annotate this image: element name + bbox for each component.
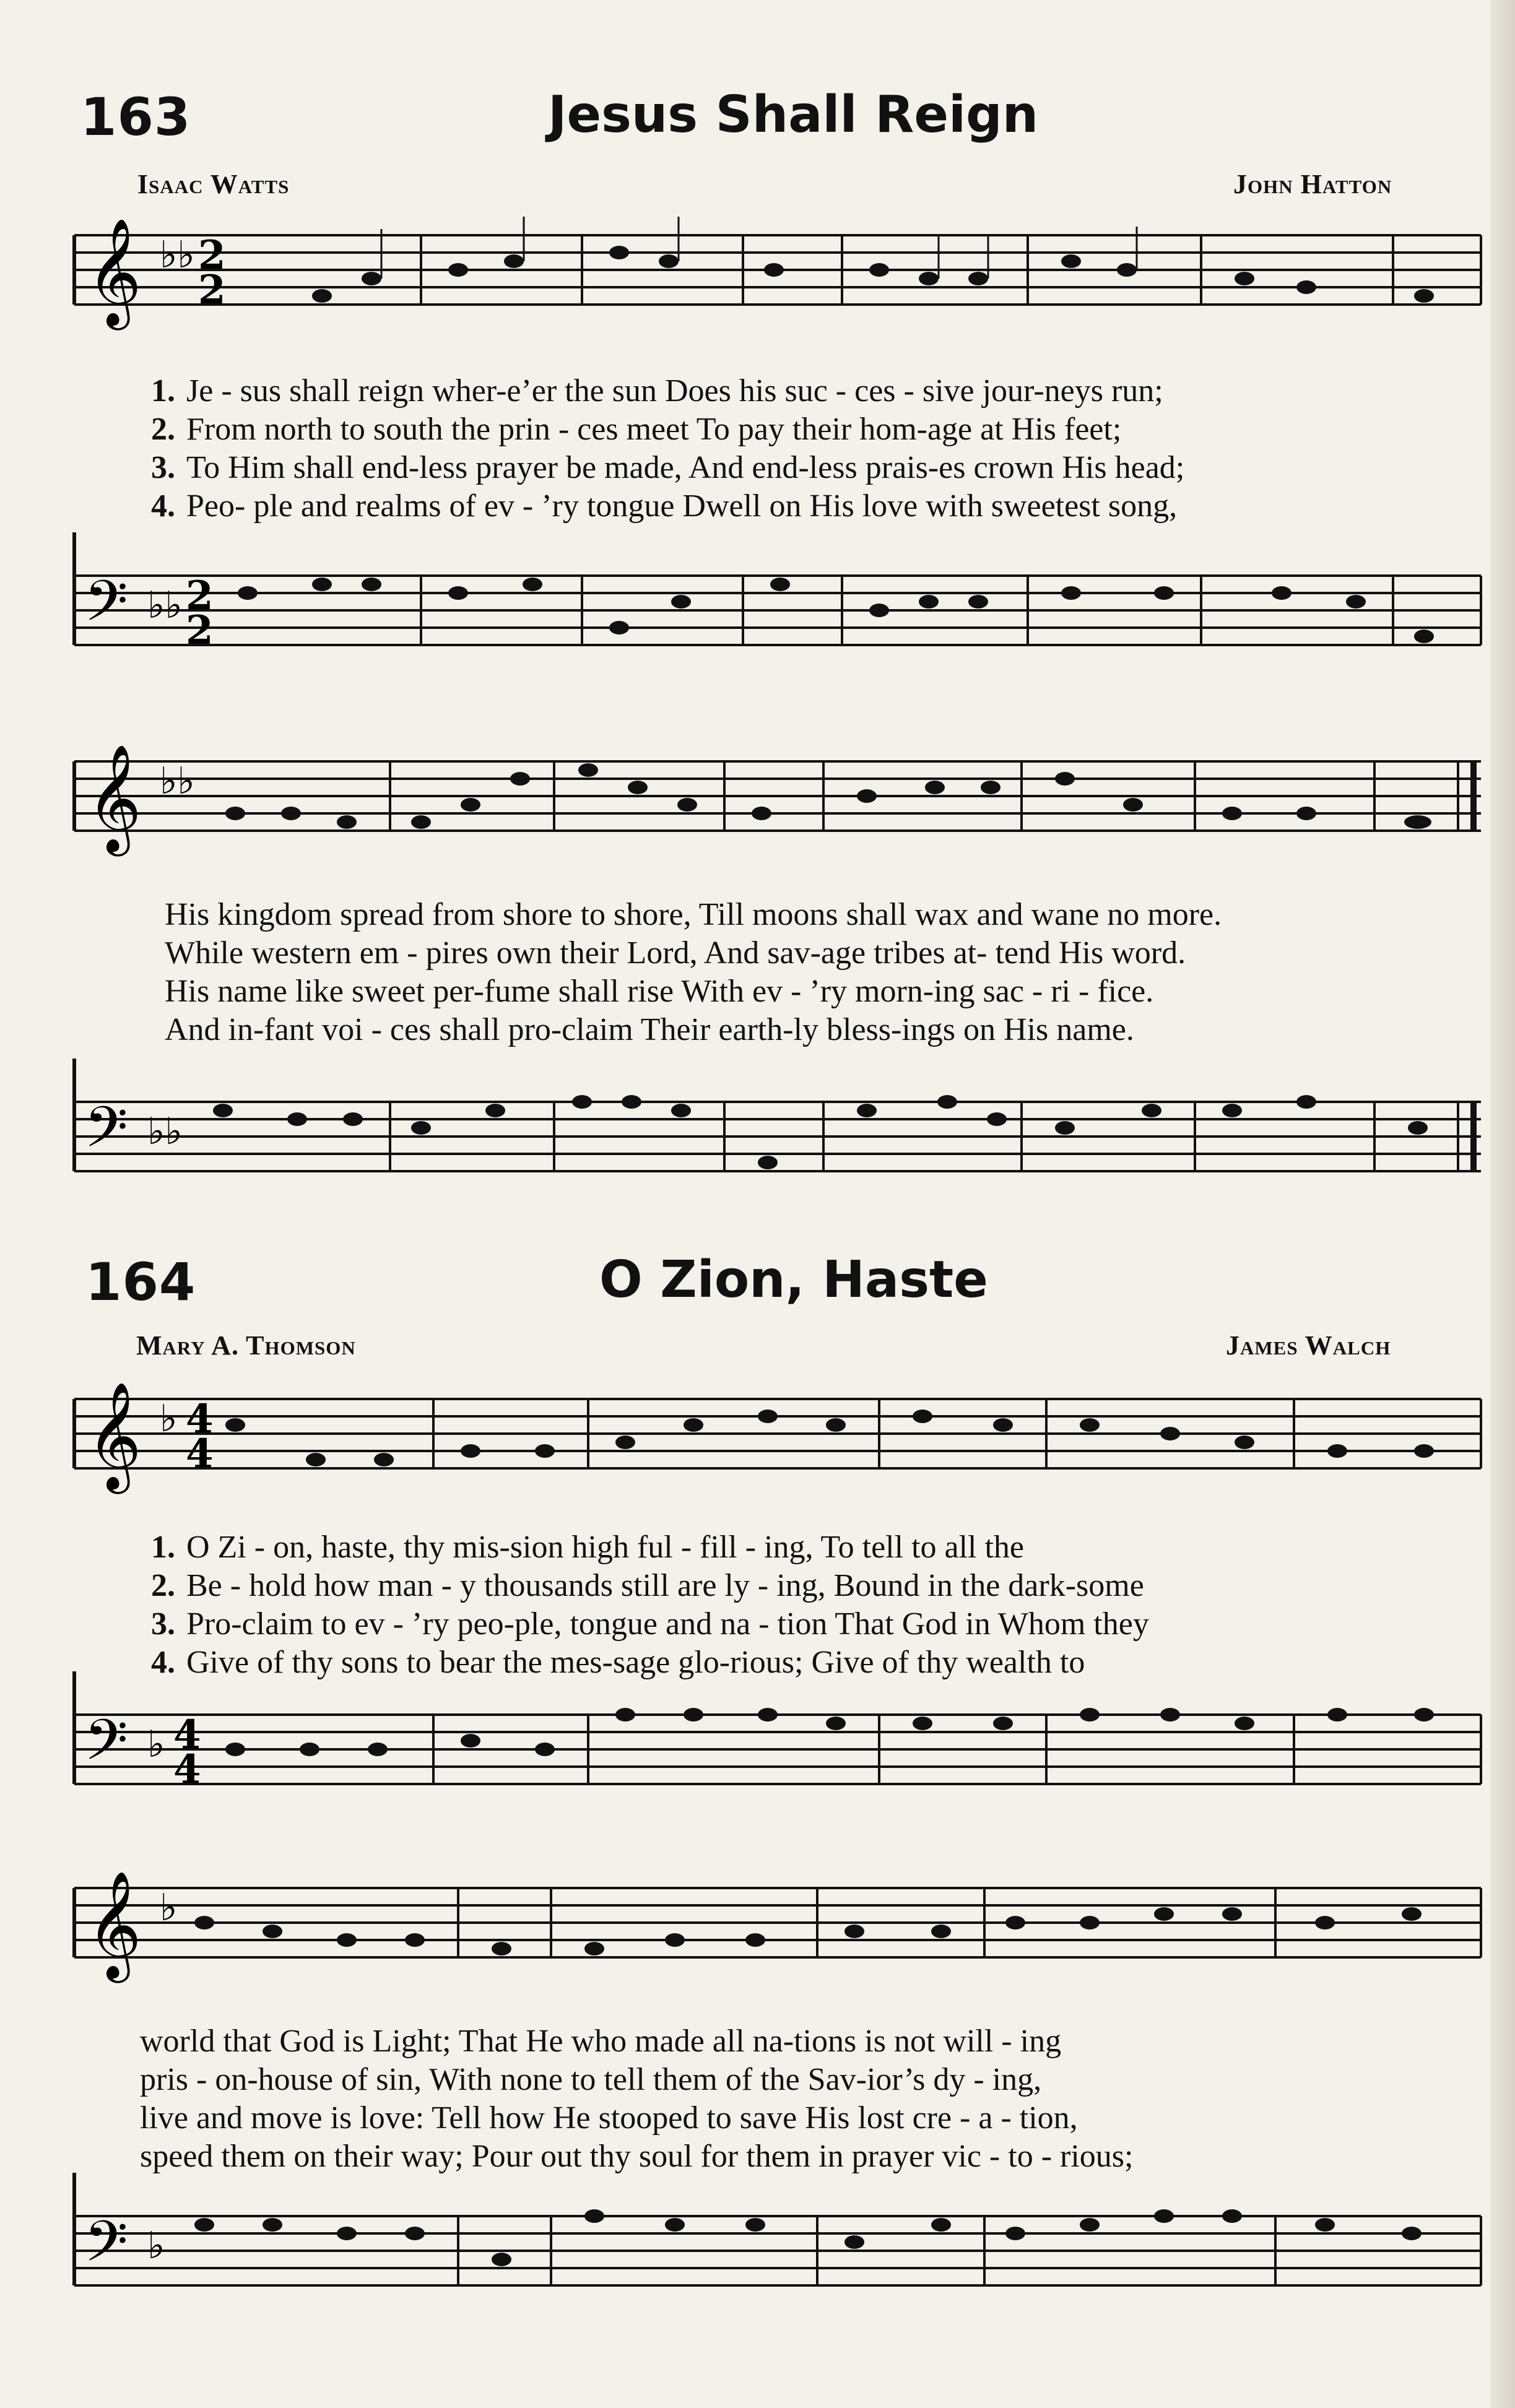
page-edge (1490, 0, 1515, 2408)
svg-text:𝄞: 𝄞 (87, 744, 142, 852)
lyric-line: While western em - pires own their Lord, And sav-age tribes at- tend His word. (165, 935, 1186, 971)
lyric-line: His kingdom spread from shore to shore, Till moons shall wax and wane no more. (165, 897, 1222, 932)
svg-text:𝄞: 𝄞 (87, 1382, 142, 1489)
bass-staff (0, 570, 1515, 669)
lyric-line: speed them on their way; Pour out thy soul for them in prayer vic - to - rious; (140, 2139, 1134, 2174)
lyric-line: 1. Je - sus shall reign wher-e’er the sun Does his suc - ces - sive jour-neys run; (151, 373, 1163, 409)
svg-text:2: 2 (198, 267, 226, 313)
lyric-line: And in-fant voi - ces shall pro-claim Their earth-ly bless-ings on His name. (165, 1012, 1134, 1047)
svg-text:2: 2 (186, 573, 214, 619)
hymn-number: 164 (85, 1252, 196, 1312)
treble-staff (0, 744, 1515, 854)
svg-text:♭♭: ♭♭ (160, 760, 195, 803)
words-credit: Mary A. Thomson (136, 1330, 356, 1361)
svg-text:♭♭: ♭♭ (147, 1110, 183, 1153)
svg-text:♭♭: ♭♭ (147, 584, 183, 627)
svg-text:2: 2 (198, 232, 226, 279)
svg-text:4: 4 (186, 1396, 214, 1442)
words-credit: Isaac Watts (137, 169, 290, 199)
hymn-title: O Zion, Haste (599, 1250, 988, 1309)
bass-staff (0, 2210, 1515, 2309)
music-credit: James Walch (1226, 1330, 1391, 1361)
lyric-line: 2. From north to south the prin - ces meet To pay their hom-age at His feet; (151, 412, 1122, 447)
lyric-line: 4. Give of thy sons to bear the mes-sage glo-rious; Give of thy wealth to (151, 1645, 1085, 1680)
svg-text:𝄢: 𝄢 (84, 1707, 128, 1787)
hymn-title: Jesus Shall Reign (548, 85, 1039, 144)
lyric-line: live and move is love: Tell how He stooped to save His lost cre - a - tion, (140, 2100, 1078, 2136)
lyric-line: 1. O Zi - on, haste, thy mis-sion high ful - fill - ing, To tell to all the (151, 1530, 1025, 1565)
bass-staff (0, 1096, 1515, 1195)
treble-staff (0, 1871, 1515, 1981)
treble-staff (0, 1382, 1515, 1492)
svg-text:♭: ♭ (147, 1723, 165, 1766)
lyric-line: 2. Be - hold how man - y thousands still are ly - ing, Bound in the dark-some (151, 1568, 1144, 1603)
svg-text:𝄢: 𝄢 (84, 2209, 128, 2288)
lyric-line: pris - on-house of sin, With none to tell them of the Sav-ior’s dy - ing, (140, 2062, 1042, 2097)
svg-text:4: 4 (173, 1712, 201, 1758)
svg-text:♭: ♭ (160, 1886, 178, 1929)
lyric-line: 3. To Him shall end-less prayer be made, And end-less prais-es crown His head; (151, 450, 1185, 485)
svg-text:𝄞: 𝄞 (87, 1871, 142, 1978)
lyric-line: 4. Peo- ple and realms of ev - ’ry tongue Dwell on His love with sweetest song, (151, 488, 1178, 524)
hymn-number: 163 (80, 87, 191, 147)
lyric-line: His name like sweet per-fume shall rise With ev - ’ry morn-ing sac - ri - fice. (165, 974, 1154, 1009)
svg-text:♭: ♭ (160, 1397, 178, 1440)
svg-text:4: 4 (173, 1746, 201, 1793)
svg-text:4: 4 (186, 1431, 214, 1477)
lyric-line: 3. Pro-claim to ev - ’ry peo-ple, tongue and na - tion That God in Whom they (151, 1606, 1149, 1642)
lyric-line: world that God is Light; That He who made all na-tions is not will - ing (140, 2024, 1062, 2059)
svg-text:𝄢: 𝄢 (84, 1094, 128, 1174)
treble-staff (0, 218, 1515, 328)
bass-staff (0, 1709, 1515, 1808)
svg-text:♭: ♭ (147, 2224, 165, 2267)
svg-text:♭♭: ♭♭ (160, 233, 195, 277)
music-credit: John Hatton (1233, 169, 1392, 199)
svg-text:2: 2 (186, 607, 214, 654)
svg-text:𝄞: 𝄞 (87, 218, 142, 326)
svg-text:𝄢: 𝄢 (84, 568, 128, 647)
